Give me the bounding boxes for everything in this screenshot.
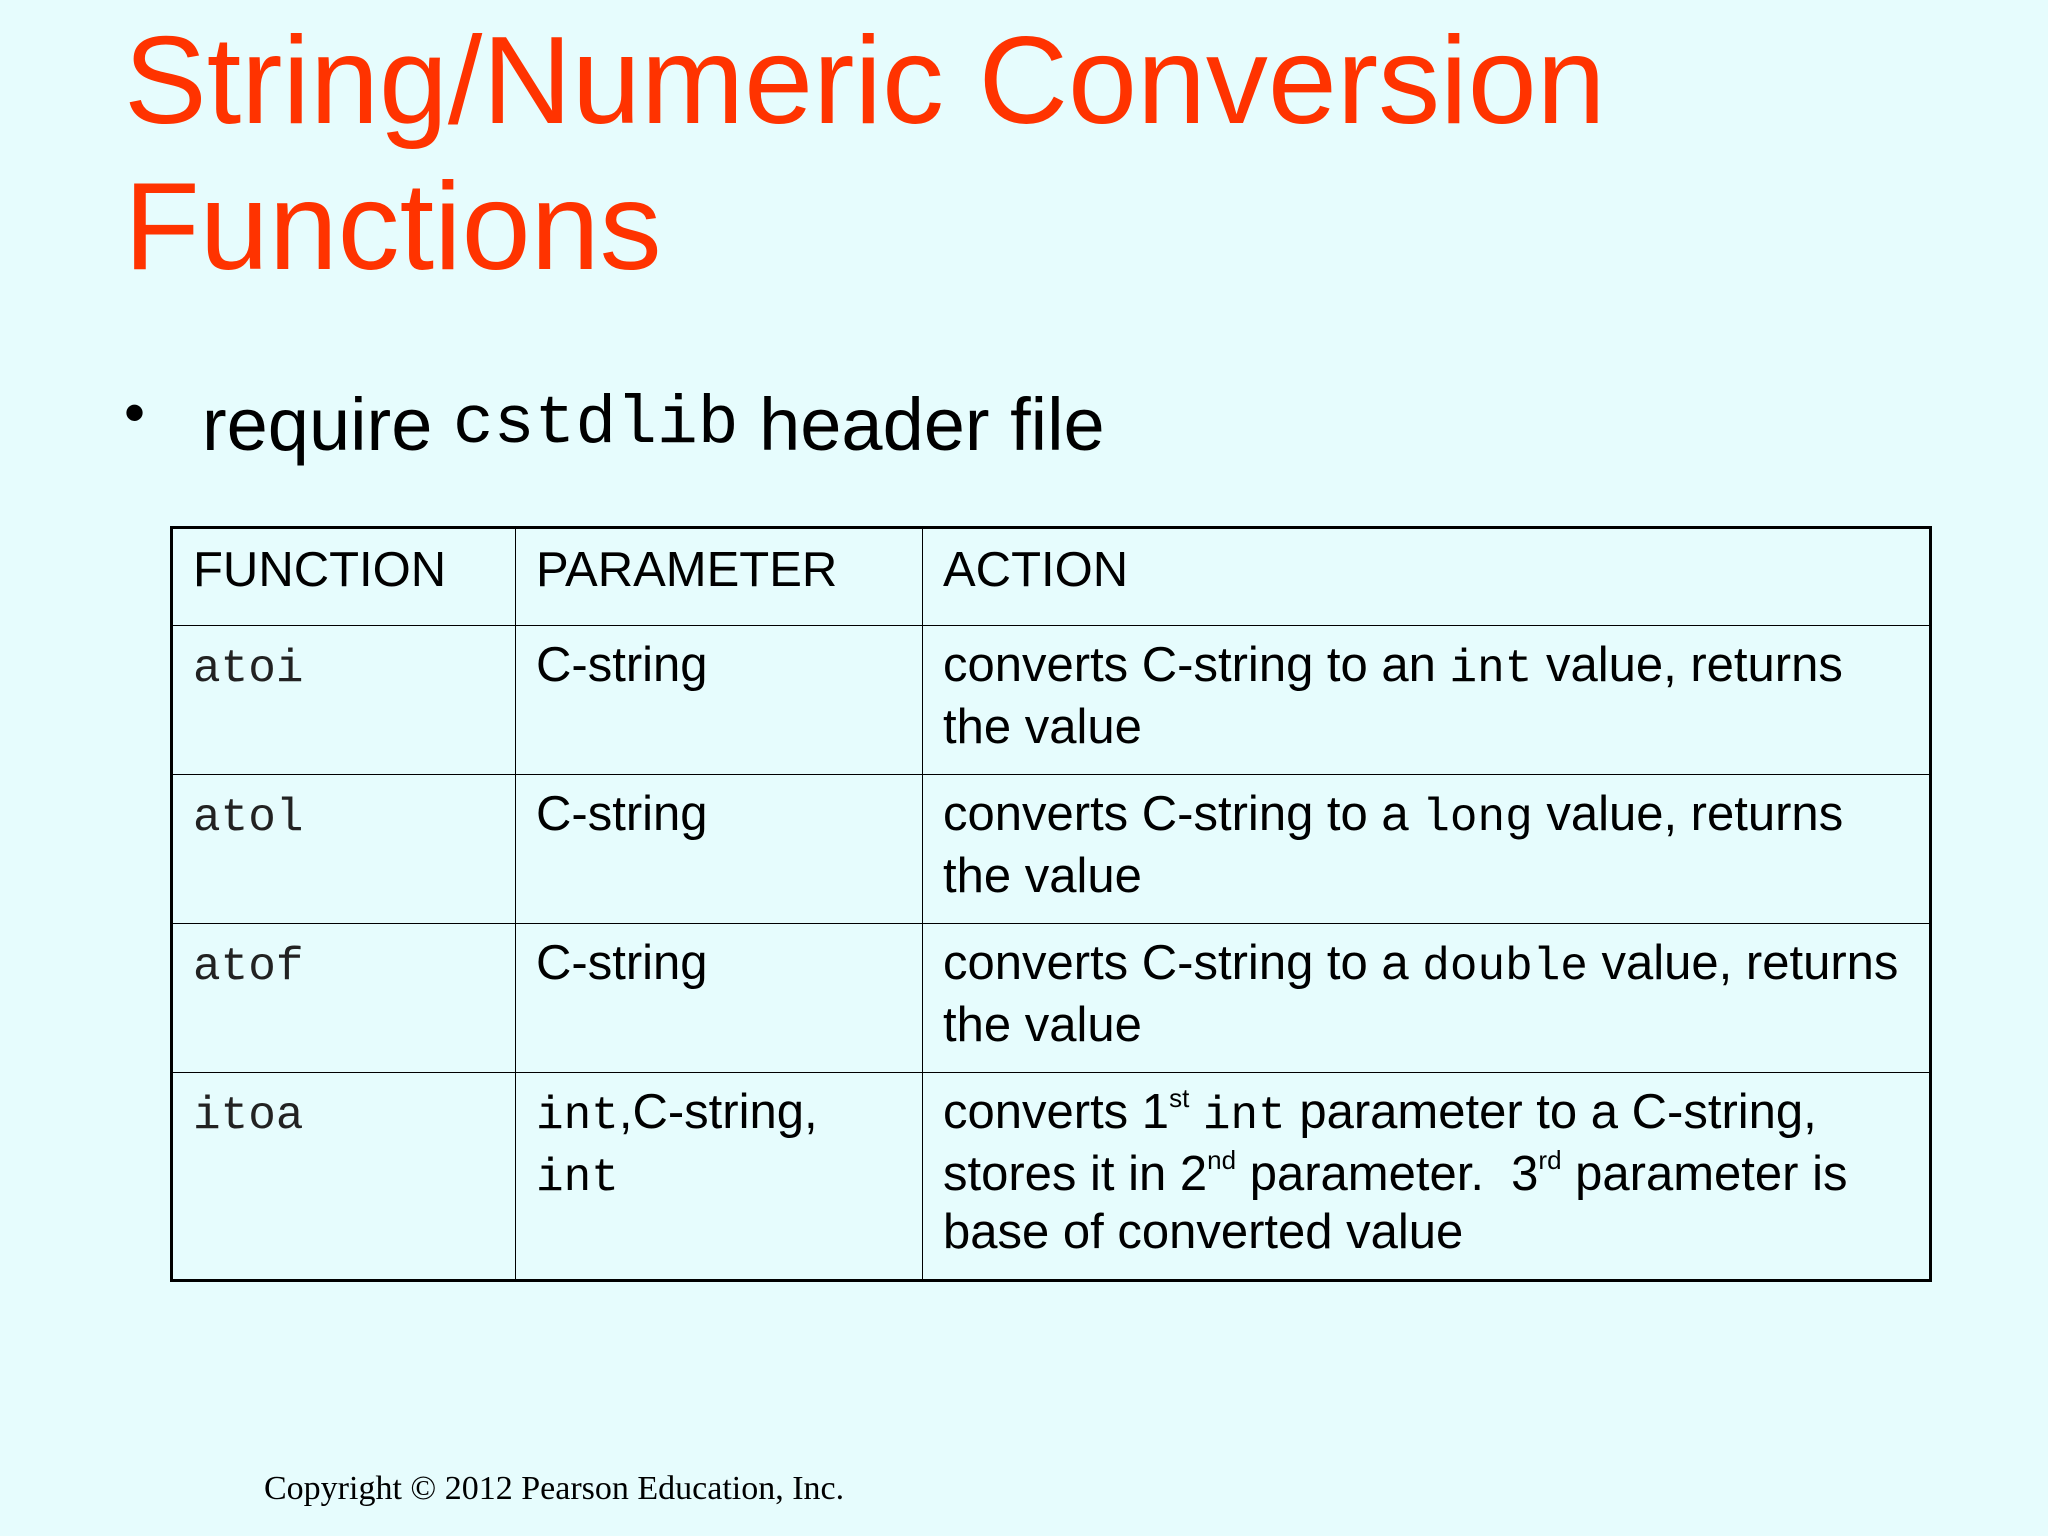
bullet-code: cstdlib: [452, 385, 739, 463]
ordinal-suffix-3: rd: [1538, 1144, 1562, 1175]
table-row: [172, 924, 1931, 1073]
table-row: [172, 775, 1931, 924]
slide-title-line-2: Functions: [124, 158, 662, 296]
header-parameter: PARAMETER: [516, 528, 923, 626]
action-cell: [923, 775, 1931, 924]
bullet-text-after: header file: [738, 382, 1105, 466]
function-cell: [172, 924, 516, 1073]
action-code: long: [1422, 792, 1533, 844]
function-cell: [172, 775, 516, 924]
action-text-before: converts C-string to a: [943, 936, 1423, 990]
table-header-row: [172, 528, 1931, 626]
table-row: [172, 626, 1931, 775]
action-text-part-4: parameter is base of converted value: [943, 1147, 1862, 1259]
copyright-notice: Copyright © 2012 Pearson Education, Inc.: [264, 1470, 845, 1507]
header-function: FUNCTION: [172, 528, 516, 626]
action-code: double: [1422, 941, 1588, 993]
ordinal-suffix-1: st: [1169, 1082, 1190, 1113]
parameter-text: C-string,: [632, 1085, 818, 1139]
function-cell: [172, 626, 516, 775]
table-row: [172, 1073, 1931, 1281]
parameter-code: int: [536, 1090, 619, 1142]
function-name: itoa: [193, 1090, 304, 1142]
slide-title-line-1: String/Numeric Conversion: [124, 12, 1606, 150]
bullet-text-before: require: [202, 382, 453, 466]
action-code: int: [1449, 643, 1533, 695]
action-cell: [923, 924, 1931, 1073]
ordinal-suffix-2: nd: [1207, 1144, 1237, 1175]
header-action: ACTION: [923, 528, 1931, 626]
action-cell: [923, 1073, 1931, 1281]
bullet-marker: •: [124, 378, 146, 446]
function-name: atof: [193, 941, 304, 993]
action-code: int: [1202, 1090, 1286, 1142]
parameter-cell: [516, 1073, 923, 1281]
parameter-text: C-string: [536, 787, 708, 841]
action-text-after: value, returns the value: [943, 638, 1857, 754]
action-text-after: value, returns the value: [943, 936, 1913, 1052]
slide-title: [124, 8, 1974, 300]
parameter-text: C-string: [536, 638, 708, 692]
action-text-part-1: converts 1: [943, 1085, 1170, 1139]
parameter-code-2: int: [536, 1152, 619, 1204]
action-cell: [923, 626, 1931, 775]
parameter-separator: ,: [618, 1085, 633, 1139]
action-text-part-2: parameter to a C-string, stores it in 2: [943, 1085, 1831, 1201]
bullet-item: [124, 376, 1105, 472]
action-text-part-3: parameter. 3: [1236, 1147, 1539, 1201]
conversion-functions-table: [170, 526, 1932, 1282]
parameter-cell: [516, 775, 923, 924]
parameter-text: C-string: [536, 936, 708, 990]
function-name: atoi: [193, 643, 304, 695]
action-text-after: value, returns the value: [943, 787, 1857, 903]
parameter-cell: [516, 924, 923, 1073]
parameter-cell: [516, 626, 923, 775]
function-name: atol: [193, 792, 304, 844]
action-text-before: converts C-string to an: [943, 638, 1450, 692]
action-text-before: converts C-string to a: [943, 787, 1423, 841]
function-cell: [172, 1073, 516, 1281]
